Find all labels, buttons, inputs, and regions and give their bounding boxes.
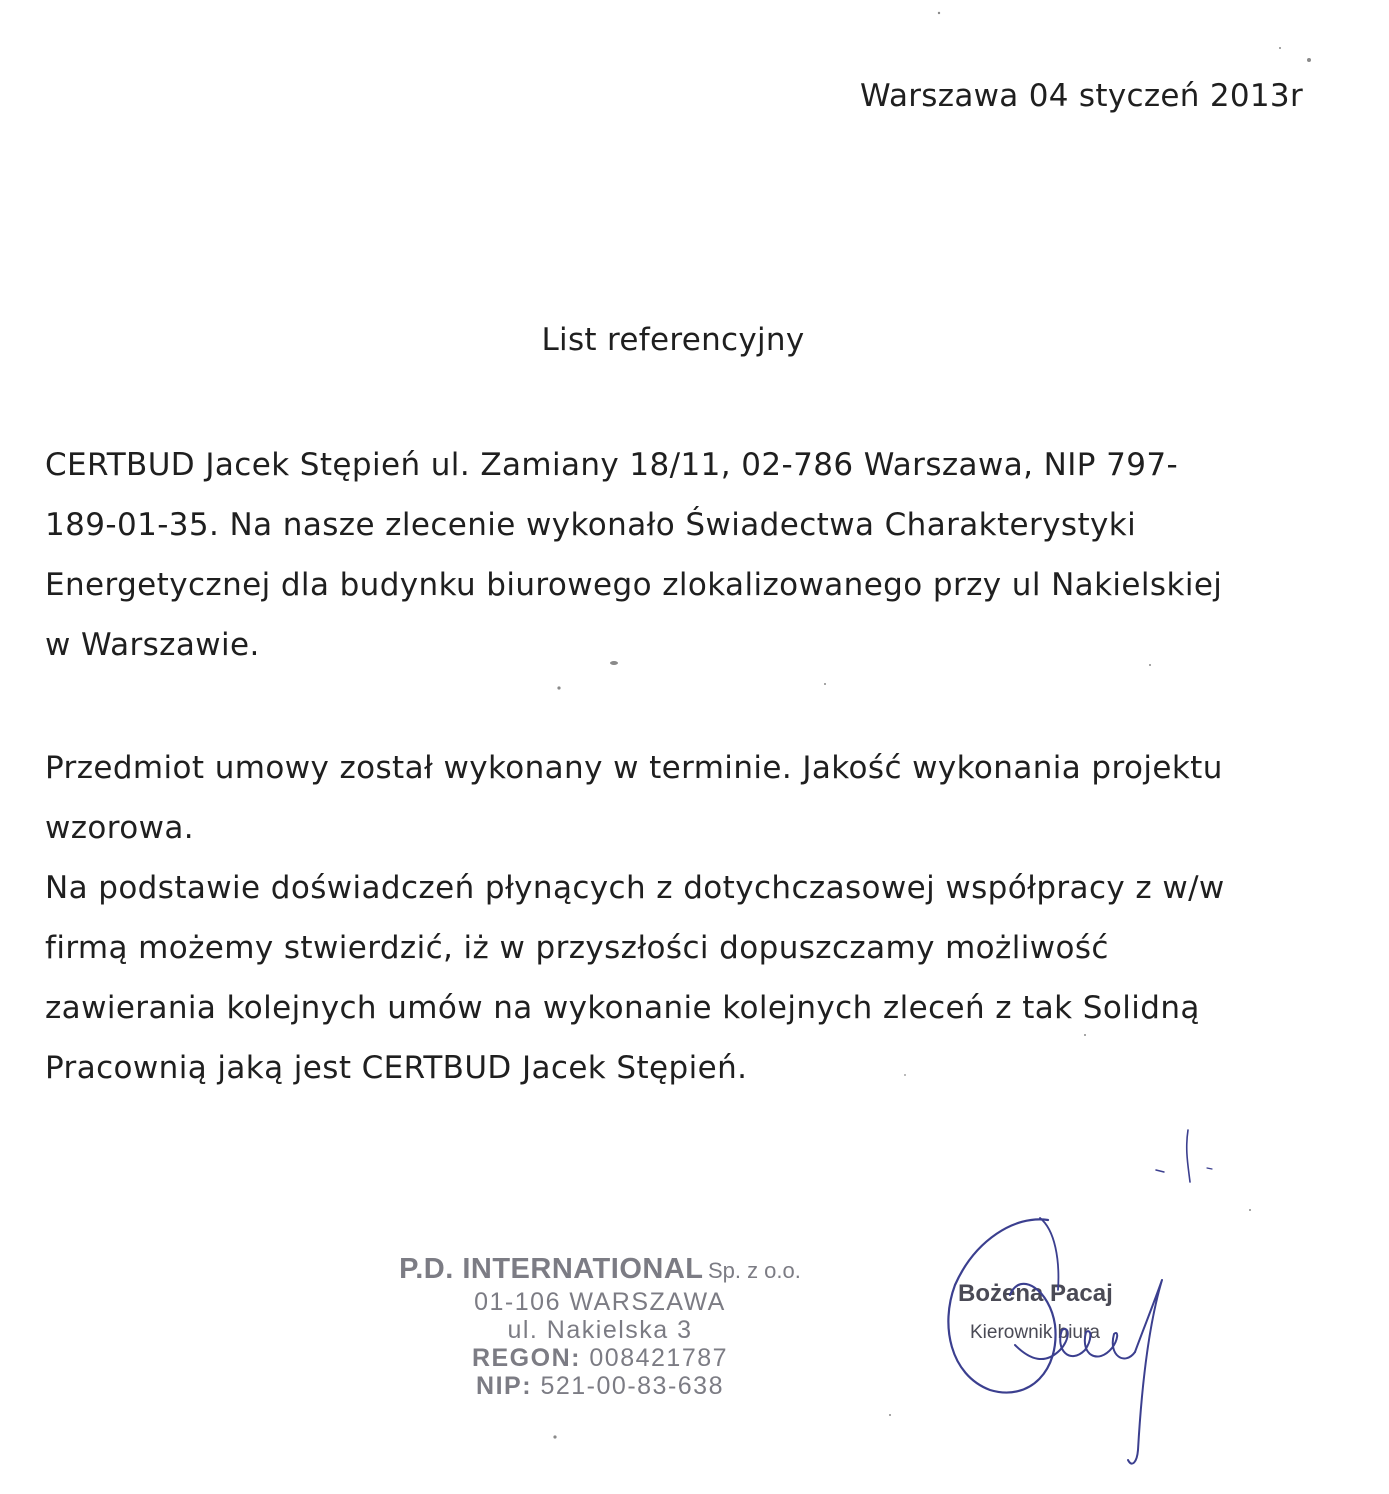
text-line: Przedmiot umowy został wykonany w terminie. Jakość wykonania projektu — [45, 750, 1223, 786]
text-line: wzorowa. — [45, 810, 195, 846]
stamp-street: ul. Nakielska 3 — [507, 1316, 693, 1344]
paragraph-quality — [45, 738, 1335, 858]
text-line: Na podstawie doświadczeń płynących z dotychczasowej współpracy z w/w — [45, 870, 1225, 906]
stamp-city: 01-106 WARSZAWA — [474, 1288, 726, 1316]
stamp-regon — [370, 1344, 830, 1372]
stamp-company-name: P.D. INTERNATIONAL — [399, 1253, 704, 1285]
stamp-company-suffix: Sp. z o.o. — [707, 1258, 801, 1283]
paragraph-recommendation — [45, 858, 1335, 1098]
text-line: 189-01-35. Na nasze zlecenie wykonało Świadectwa Charakterystyki — [45, 507, 1137, 543]
stamp-regon-value: 008421787 — [589, 1344, 729, 1372]
text-line: w Warszawie. — [45, 627, 260, 663]
paragraph-contractor-info — [45, 435, 1335, 675]
stamp-nip — [370, 1372, 830, 1400]
stamp-regon-label: REGON: — [471, 1344, 581, 1372]
letter-date: Warszawa 04 styczeń 2013r — [859, 78, 1303, 114]
stamp-nip-label: NIP: — [476, 1372, 533, 1400]
company-stamp — [370, 1255, 830, 1400]
stamp-nip-value: 521-00-83-638 — [540, 1372, 724, 1400]
letter-title: List referencyjny — [541, 322, 805, 358]
handwritten-signature — [920, 1120, 1220, 1480]
text-line: Pracownią jaką jest CERTBUD Jacek Stępień. — [45, 1050, 748, 1086]
text-line: Energetycznej dla budynku biurowego zlokalizowanego przy ul Nakielskiej — [45, 567, 1223, 603]
text-line: CERTBUD Jacek Stępień ul. Zamiany 18/11, 02-786 Warszawa, NIP 797- — [45, 447, 1179, 483]
text-line: zawierania kolejnych umów na wykonanie kolejnych zleceń z tak Solidną — [45, 990, 1200, 1026]
text-line: firmą możemy stwierdzić, iż w przyszłości dopuszczamy możliwość — [45, 930, 1109, 966]
signer-name: Bożena Pacaj — [958, 1280, 1113, 1307]
signer-role: Kierownik biura — [970, 1322, 1100, 1343]
